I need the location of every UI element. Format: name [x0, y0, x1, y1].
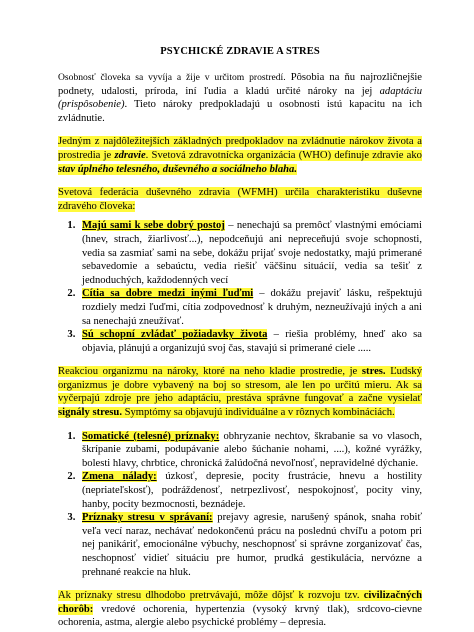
list-item-text: úzkosť, depresie, pocity frustrácie, hnevu a hostility (nepriateľskosť), podráždenosť, netrpezlivosť, nespokojnosť, pocity viny, hanby, pocity bezmocnosti, beznádeje. — [82, 471, 422, 510]
who-definition: stav úplného telesného, duševného a sociálneho blaha. — [58, 163, 297, 175]
list-item-text: – nenechajú sa premôcť vlastnými emóciami (hnev, strach, žiarlivosť...), nepodceňujú ani nepreceňujú svoje schopnosti, vedia sa zasmiať sami na sebe, dokážu prijať svoje nedostatky, majú primerané sebavedomie a sebaúctu, vedia riešiť väčšinu situácií, vedia sa tešiť z jednoduchých, každodenných vecí — [82, 220, 422, 286]
conclusion-part2: vredové ochorenia, hypertenzia (vysoký krvný tlak), srdcovo-cievne ochorenia, astma, alergie alebo psychické problémy – depresia. — [58, 603, 422, 629]
list-item — [78, 328, 422, 355]
list-item-text: – riešia problémy, hneď ako sa objavia, plánujú a organizujú svoj čas, stavajú si primerané ciele ..... — [82, 329, 422, 354]
list-item — [78, 470, 422, 511]
characteristics-list — [58, 219, 422, 355]
page-title: PSYCHICKÉ ZDRAVIE A STRES — [160, 46, 320, 57]
list-item-title: Sú schopní zvládať požiadavky života — [82, 329, 268, 341]
conclusion-part1: Ak príznaky stresu dlhodobo pretrvávajú, môže dôjsť k rozvoju tzv. — [58, 590, 364, 602]
stress-paragraph — [58, 365, 422, 419]
symptoms-list — [58, 430, 422, 580]
list-item — [78, 430, 422, 471]
wfmh-text: Svetová federácia duševného zdravia (WFMH) určila charakteristiku duševne zdravého človeka: — [58, 187, 422, 212]
list-item-text: obhryzanie nechtov, škrabanie sa vo vlasoch, škrípanie zubami, podupávanie alebo šúchanie nohami, ....), kožné vyrážky, bolesti hlavy, chrbtice, chronická žalúdočná nevoľnosť, nepravidelné dýchanie. — [82, 430, 422, 469]
stress-word: stres. — [361, 366, 386, 378]
intro-end: . Tieto nároky predpokladajú u osobnosti istú kapacitu na ich zvládnutie. — [58, 99, 422, 124]
stress-part3: Symptómy sa objavujú individuálne a v rôznych kombináciách. — [121, 407, 395, 419]
who-paragraph — [58, 135, 422, 176]
civilization-diseases: civilizačných chorôb: — [58, 590, 422, 615]
intro-italic: adaptáciu (prispôsobenie) — [58, 85, 422, 111]
list-item-title: Somatické (telesné) príznaky: — [82, 430, 220, 442]
wfmh-paragraph — [58, 186, 422, 213]
health-word: zdravie — [114, 149, 146, 161]
list-item — [78, 511, 422, 579]
list-item-text: – dokážu prejaviť lásku, rešpektujú rozdiely medzi ľuďmi, cítia zodpovednosť k druhým, nezneužívajú iných a ani sa nenechajú zneužívať. — [82, 288, 422, 327]
list-item-title: Cítia sa dobre medzi inými ľuďmi — [82, 288, 254, 300]
list-item-title: Zmena nálady: — [82, 471, 157, 483]
list-item-title: Majú sami k sebe dobrý postoj — [82, 220, 225, 232]
stress-part1: Reakciou organizmu na nároky, ktoré na neho kladie prostredie, je — [58, 366, 362, 378]
list-item-title: Príznaky stresu v správaní: — [82, 512, 213, 524]
who-part2: . Svetová zdravotnícka organizácia (WHO) definuje zdravie ako — [145, 149, 422, 161]
list-item-text: prejavy agresie, narušený spánok, snaha robiť veľa vecí naraz, nechávať nedokončenú prácu na poslednú chvíľu a potom pri nej panikáriť, emocionálne výbuchy, neschopnosť si správne zorganizovať čas, neschopnosť vidieť situáciu pre humor, prudká gestikulácia, nervózne a prehnané reakcie na hluk. — [82, 512, 422, 578]
conclusion-paragraph — [58, 589, 422, 630]
intro-paragraph — [58, 71, 422, 125]
intro-body: Pôsobia na ňu najrozličnejšie podnety, udalosti, príroda, iní ľudia a kladú určité nároky na jej — [58, 72, 422, 97]
intro-lead: Osobnosť človeka sa vyvíja a žije v určitom prostredí. — [58, 72, 286, 83]
list-item — [78, 219, 422, 287]
stress-part2: Ľudský organizmus je dobre vybavený na boj so stresom, ale len po určitú mieru. Ak sa vyčerpajú zdroje pre jeho adaptáciu, prestáva správne fungovať a začne vysielať — [58, 366, 422, 405]
list-item — [78, 287, 422, 328]
who-part1: Jedným z najdôležitejších základných predpokladov na zvládnutie nárokov života a prostredia je — [58, 136, 422, 161]
stress-signals: signály stresu. — [58, 407, 122, 419]
